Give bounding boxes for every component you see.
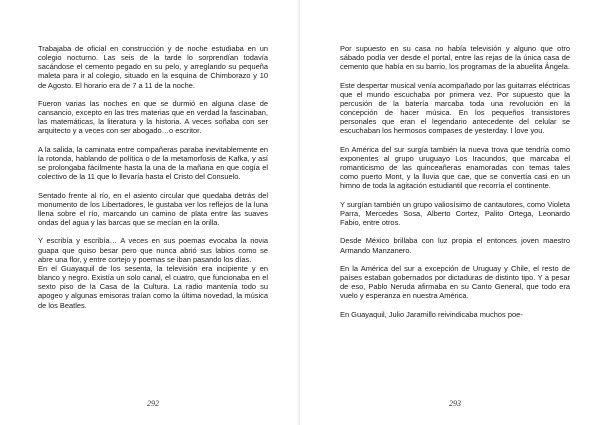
right-page-text <box>340 44 570 328</box>
page-number: 292 <box>147 399 159 408</box>
paragraph: Trabajaba de oficial en construcción y de noche estudiaba en un colegio nocturno. Las seis de la tarde lo sorprendían todavía sacándose el cemento pegado en su pelo, y arreglando su pequeña maleta para ir al colegio, situado en la esquina de Chimborazo y 10 de Agosto. El horario era de 7 a 11 de la noche. <box>38 44 268 90</box>
paragraph: Desde México brillaba con luz propia el entonces joven maestro Armando Manzanero. <box>340 236 570 255</box>
paragraph: Fueron varias las noches en que se durmió en alguna clase de cansancio, excepto en las tres materias que en verdad la fascinaban, las matemáticas, la literatura y la historia. A veces soñaba con ser arquitecto y a veces con ser abogado…o escritor. <box>38 98 268 136</box>
paragraph: En el Guayaquil de los sesenta, la televisión era incipiente y en blanco y negro. Existía un solo canal, el cuatro, que funcionaba en el sexto piso de la Casa de la Cultura. La radio mantenía todo su apogeo y algunas emisoras traían como la última novedad, la música de los Beatles. <box>38 263 268 310</box>
paragraph: Sentado frente al río, en el asiento circular que quedaba detrás del monumento de los Libertadores, le gustaba ver los reflejos de la luna llena sobre el río, marcando un camino de plata entre las suaves ondas del agua y las barcas que se mecían en la orilla. <box>38 190 268 228</box>
paragraph: Y surgían también un grupo valiosísimo de cantautores, como Violeta Parra, Mercedes Sosa, Alberto Cortez, Palito Ortega, Leonardo Fabio, entre otros. <box>340 199 570 228</box>
paragraph: En la América del sur a excepción de Uruguay y Chile, el resto de países estaban gobernados por dictaduras de distinto tipo. Y a pesar de eso, Pablo Neruda afirmaba en su Canto General, que todo era vuelo y esperanza en nuestra América. <box>340 263 570 301</box>
paragraph: Y escribía y escribía… A veces en sus poemas evocaba la novia guapa que quiso besar pero que nunca abrió sus labios como se abre una flor, y entre cortejo y poemas se iban pasando los días. <box>38 236 268 264</box>
left-page-text <box>38 44 268 319</box>
paragraph: Este despertar musical venía acompañado por las guitarras eléctricas que el mundo escuchaba por primera vez. Por supuesto que la percusión de la batería marcaba toda una revolución en la concepción de hacer música. En los pequeños transistores personales que eran el legendario antecedente del celular se escuchaban los hermosos compases de yesterday. I love you. <box>340 80 570 136</box>
paragraph: A la salida, la caminata entre compañeras paraba inevitablemente en la rotonda, hablando de política o de la metamorfosis de Kafka, y así se prolongaba fácilmente hasta la una de la mañana en que cogía el colectivo de la 11 que lo llevaría hasta el Cristo del Consuelo. <box>38 144 268 182</box>
right-page <box>300 0 600 425</box>
paragraph: En América del sur surgía también la nueva trova que tendría como exponentes al grupo uruguayo Los Iracundos, que marcaba el romanticismo de las quinceañeras enamoradas con temas tales como puerto Mont, y la lluvia que cae, que se convertía casi en un himno de toda la agitación estudiantil que recorría el continente. <box>340 144 570 191</box>
paragraph: En Guayaquil, Julio Jaramillo reivindicaba muchos poe- <box>340 309 523 319</box>
page-number: 293 <box>449 399 461 408</box>
paragraph: Por supuesto en su casa no había televisión y alguno que otro sábado podía ver desde el portal, entre las rejas de la única casa de cemento que había en su barrio, los programas de la abuelita Ángela. <box>340 44 570 72</box>
